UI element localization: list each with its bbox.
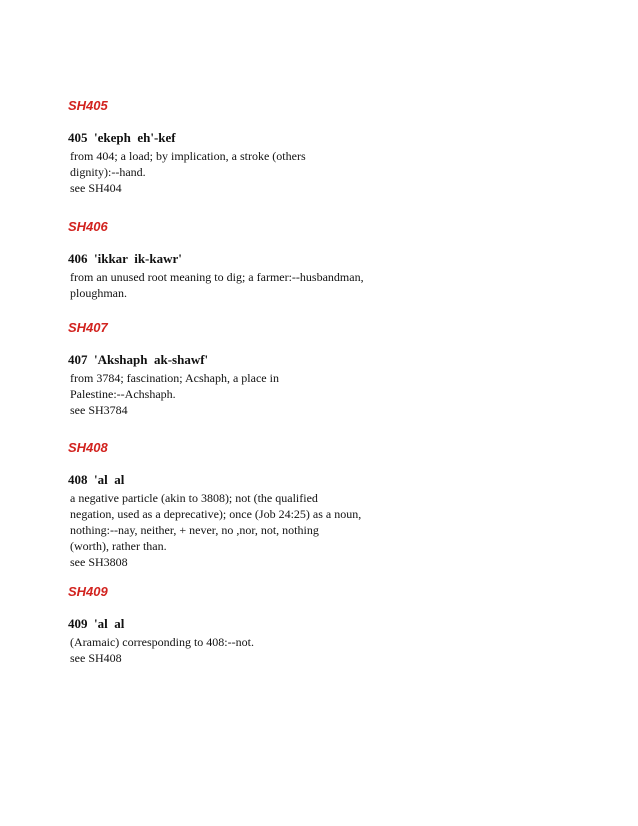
entry-sh409 bbox=[68, 584, 488, 666]
entry-heading: SH406 bbox=[68, 219, 108, 234]
entry-sh405 bbox=[68, 98, 488, 196]
definition-line: (worth), rather than. bbox=[70, 539, 167, 553]
entry-sh406 bbox=[68, 219, 488, 301]
cross-reference: see SH3784 bbox=[70, 403, 128, 417]
definition-line: Palestine:--Achshaph. bbox=[70, 387, 176, 401]
entry-sh408 bbox=[68, 440, 488, 570]
entry-headword: 407 'Akshaph ak-shawf' bbox=[68, 352, 209, 367]
definition-line: ploughman. bbox=[70, 286, 127, 300]
entry-headword: 408 'al al bbox=[68, 472, 125, 487]
definition-line: negation, used as a deprecative); once (Job 24:25) as a noun, bbox=[70, 507, 362, 521]
entry-heading: SH408 bbox=[68, 440, 108, 455]
cross-reference: see SH408 bbox=[70, 651, 122, 665]
definition-line: nothing:--nay, neither, + never, no ,nor, not, nothing bbox=[70, 523, 319, 537]
entry-heading: SH407 bbox=[68, 320, 108, 335]
entry-definition bbox=[70, 148, 488, 196]
entry-definition bbox=[70, 370, 488, 418]
entry-definition bbox=[70, 490, 488, 570]
definition-line: from an unused root meaning to dig; a farmer:--husbandman, bbox=[70, 270, 364, 284]
cross-reference: see SH404 bbox=[70, 181, 122, 195]
entry-headword: 409 'al al bbox=[68, 616, 125, 631]
definition-line: a negative particle (akin to 3808); not (the qualified bbox=[70, 491, 318, 505]
definition-line: dignity):--hand. bbox=[70, 165, 146, 179]
entry-headword: 405 'ekeph eh'-kef bbox=[68, 130, 176, 145]
entry-heading: SH405 bbox=[68, 98, 108, 113]
entry-headword: 406 'ikkar ik-kawr' bbox=[68, 251, 182, 266]
definition-line: (Aramaic) corresponding to 408:--not. bbox=[70, 635, 254, 649]
definition-line: from 3784; fascination; Acshaph, a place in bbox=[70, 371, 279, 385]
entry-heading: SH409 bbox=[68, 584, 108, 599]
entry-definition bbox=[70, 269, 488, 301]
cross-reference: see SH3808 bbox=[70, 555, 128, 569]
definition-line: from 404; a load; by implication, a stroke (others bbox=[70, 149, 306, 163]
entry-sh407 bbox=[68, 320, 488, 418]
entry-definition bbox=[70, 634, 488, 666]
